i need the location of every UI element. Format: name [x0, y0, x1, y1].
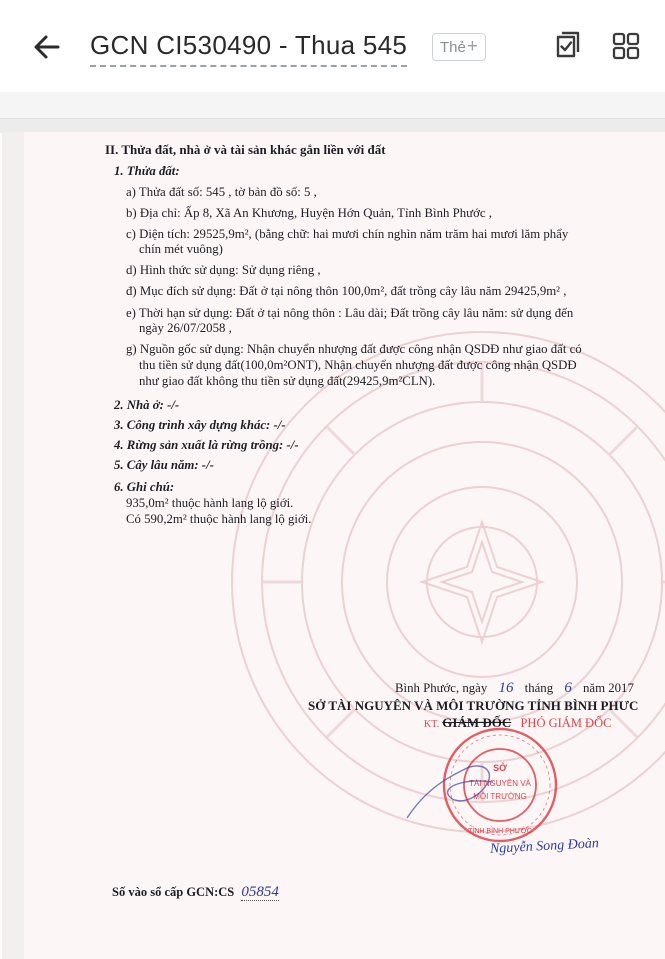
stamp-line: SỞ — [493, 763, 507, 773]
land-area-line1: c) Diện tích: 29525,9m², (bằng chữ: hai mươi chín nghìn năm trăm hai mươi lăm phẩy — [126, 227, 569, 241]
date-month: 6 — [564, 680, 572, 696]
director-title: GIÁM ĐỐC — [442, 715, 512, 730]
stamp-line: TỈNH BÌNH PHƯỚC — [468, 828, 532, 835]
note-line: Có 590,2m² thuộc hành lang lộ giới. — [126, 512, 312, 526]
land-parcel-number: a) Thửa đất số: 545 , tờ bản đồ số: 5 , — [126, 185, 317, 199]
page-shadow — [2, 132, 24, 959]
land-origin-line1: g) Nguồn gốc sử dụng: Nhận chuyển nhượng đất được công nhận QSDĐ như giao đất có — [126, 342, 582, 356]
stamp-line: TÀI NGUYÊN VÀ — [469, 779, 531, 788]
date-month-label: tháng — [524, 681, 554, 695]
registry-label: Số vào sổ cấp GCN:CS — [112, 885, 235, 899]
stamp-line: MÔI TRƯỜNG — [473, 792, 527, 801]
construction-item: 3. Công trình xây dựng khác: -/- — [114, 418, 286, 432]
registry-number: 05854 — [241, 884, 279, 900]
land-area-line2: chín mét vuông) — [139, 242, 223, 256]
issuing-agency: SỞ TÀI NGUYÊN VÀ MÔI TRƯỜNG TỈNH BÌNH PHƯC — [308, 698, 639, 713]
section-heading: II. Thửa đất, nhà ở và tài sản khác gắn liền với đất — [105, 142, 386, 157]
land-use-purpose: đ) Mục đích sử dụng: Đất ở tại nông thôn 100,0m², đất trồng cây lâu năm 29425,9m² , — [126, 284, 567, 298]
house-item: 2. Nhà ở: -/- — [114, 398, 180, 412]
previous-page-edge — [0, 92, 665, 119]
land-origin-line3: như giao đất không thu tiền sử dụng đất(29425,9m²CLN). — [139, 374, 436, 388]
date-year: năm 2017 — [583, 681, 634, 695]
grid-view-icon[interactable] — [610, 30, 642, 62]
deputy-director-title: PHÓ GIÁM ĐỐC — [520, 716, 612, 730]
certificate-page — [2, 132, 665, 959]
land-use-term-line2: ngày 26/07/2058 , — [139, 321, 232, 335]
app-bar — [0, 0, 665, 92]
land-heading: 1. Thửa đất: — [114, 164, 180, 178]
page-divider — [0, 119, 665, 133]
signature-scribble — [397, 748, 517, 838]
land-use-term-line1: e) Thời hạn sử dụng: Đất ở tại nông thôn : Lâu dài; Đất trồng cây lâu năm: sử dụng đến — [126, 306, 574, 320]
signer-prefix: KT. — [424, 719, 440, 730]
back-arrow-icon[interactable] — [30, 30, 64, 64]
tag-label: Thẻ — [440, 39, 466, 56]
date-prefix: Bình Phước, ngày — [395, 681, 488, 695]
note-line: 935,0m² thuộc hành lang lộ giới. — [126, 496, 294, 510]
page-title[interactable]: GCN CI530490 - Thua 545 — [90, 30, 407, 67]
checklist-icon[interactable] — [552, 30, 584, 62]
notes-heading: 6. Ghi chú: — [114, 480, 175, 494]
perennial-item: 5. Cây lâu năm: -/- — [114, 458, 214, 472]
document-viewer[interactable] — [0, 92, 665, 959]
registry-line — [112, 884, 279, 901]
land-address: b) Địa chỉ: Ấp 8, Xã An Khương, Huyện Hớn Quản, Tỉnh Bình Phước , — [126, 206, 492, 220]
signer-name: Nguyễn Song Đoàn — [489, 836, 600, 857]
forest-item: 4. Rừng sản xuất là rừng trồng: -/- — [114, 438, 299, 452]
date-line — [395, 680, 634, 697]
plus-icon: + — [466, 36, 478, 57]
land-origin-line2: thu tiền sử dụng đất(100,0m²ONT), Nhận chuyển nhượng đất được công nhận QSDĐ — [139, 358, 577, 372]
land-use-form: d) Hình thức sử dụng: Sử dụng riêng , — [126, 263, 321, 277]
date-day: 16 — [498, 680, 514, 696]
add-tag-button[interactable] — [432, 33, 486, 61]
